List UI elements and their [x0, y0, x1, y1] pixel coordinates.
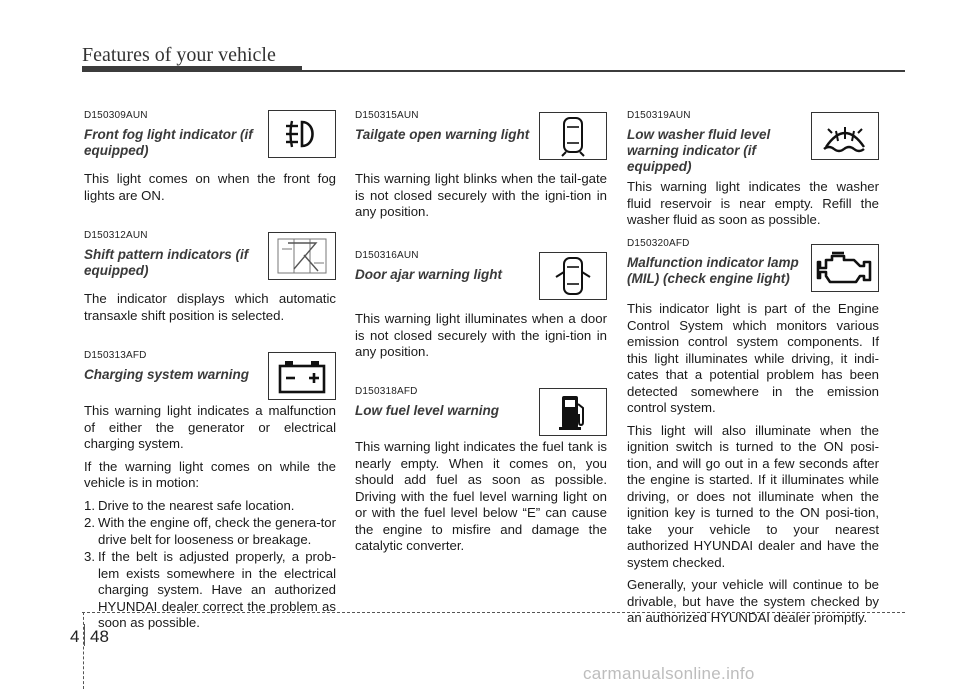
section-body — [84, 171, 336, 204]
section-code: D150312AUN — [84, 230, 148, 241]
washer-fluid-icon — [811, 112, 879, 160]
section-check-engine — [627, 238, 879, 633]
chapter-number: 4 — [70, 627, 80, 646]
section-washer-fluid — [627, 110, 879, 235]
section-title: Shift pattern indicators (if equipped) — [84, 247, 249, 278]
section-body — [627, 179, 879, 229]
section-code: D150320AFD — [627, 238, 690, 249]
front-fog-light-icon — [268, 110, 336, 158]
page-header-title: Features of your vehicle — [82, 44, 276, 66]
battery-icon — [268, 352, 336, 400]
section-title: Charging system warning — [84, 367, 250, 382]
page-number: 48 — [90, 627, 109, 646]
body-paragraph: Generally, your vehicle will continue to be drivable, but have the system checked by an authorized HYUNDAI dealer promptly. — [627, 577, 879, 625]
watermark-text: carmanualsonline.info — [583, 664, 755, 683]
list-text: If the belt is adjusted properly, a prob-lem exists somewhere in the electrical charging system. Have an authorized HYUNDAI dealer correct the problem as soon as possible. — [98, 549, 336, 630]
section-title: Low washer fluid level warning indicator (if equipped) — [627, 127, 771, 174]
header-rule — [302, 70, 905, 72]
section-code: D150313AFD — [84, 350, 147, 361]
body-paragraph: This light comes on when the front fog lights are ON. — [84, 171, 336, 203]
section-tailgate — [355, 110, 607, 227]
body-paragraph: This indicator light is part of the Engine Control System which monitors various emission control system components. If this light illuminates while driving, it indi-cates that a potential problem has been detected somewhere in the emission control system. — [627, 301, 879, 415]
section-body — [355, 439, 607, 555]
section-title: Front fog light indicator (if equipped) — [84, 127, 253, 158]
section-charging-system — [84, 350, 336, 633]
section-title: Tailgate open warning light — [355, 127, 530, 142]
footer-rule — [82, 612, 905, 613]
section-body — [84, 291, 336, 324]
tailgate-open-icon — [539, 112, 607, 160]
list-number: 2. — [84, 515, 95, 530]
section-body — [355, 171, 607, 221]
list-number: 3. — [84, 549, 95, 564]
section-title: Low fuel level warning — [355, 403, 500, 418]
section-body — [627, 301, 879, 627]
fuel-pump-icon — [539, 388, 607, 436]
section-door-ajar — [355, 250, 607, 367]
body-paragraph: This warning light blinks when the tail-gate is not closed securely with the igni-tion in any position. — [355, 171, 607, 219]
section-body — [355, 311, 607, 361]
section-code: D150319AUN — [627, 110, 691, 121]
section-low-fuel — [355, 386, 607, 561]
list-text: With the engine off, check the genera-tor drive belt for looseness or breakage. — [98, 515, 337, 547]
check-engine-icon — [811, 244, 879, 292]
list-item — [84, 498, 336, 515]
list-text: Drive to the nearest safe location. — [98, 497, 295, 513]
body-paragraph: If the warning light comes on while the vehicle is in motion: — [84, 458, 336, 490]
section-body — [84, 403, 336, 632]
list-number: 1. — [84, 497, 95, 513]
body-paragraph: This warning light indicates the washer fluid reservoir is near empty. Refill the washer fluid as soon as possible. — [627, 179, 879, 227]
section-code: D150316AUN — [355, 250, 419, 261]
section-code: D150318AFD — [355, 386, 418, 397]
section-shift-pattern — [84, 230, 336, 330]
body-paragraph: This warning light illuminates when a door is not closed securely with the igni-tion in any position. — [355, 311, 607, 359]
shift-pattern-icon — [268, 232, 336, 280]
page-number-separator — [84, 624, 85, 646]
body-paragraph: The indicator displays which automatic transaxle shift position is selected. — [84, 291, 336, 323]
section-code: D150309AUN — [84, 110, 148, 121]
section-title: Malfunction indicator lamp (MIL) (check engine light) — [627, 255, 799, 286]
body-paragraph: This warning light indicates a malfunction of either the generator or electrical charging system. — [84, 403, 336, 451]
list-item — [84, 515, 336, 548]
body-paragraph: This warning light indicates the fuel tank is nearly empty. When it comes on, you should add fuel as soon as possible. Driving with the fuel level warning light on or with the fuel level below “E” can cause the engine to misfire and damage the catalytic converter. — [355, 439, 607, 553]
list-item — [84, 549, 336, 632]
section-front-fog — [84, 110, 336, 210]
door-ajar-icon — [539, 252, 607, 300]
body-paragraph: This light will also illuminate when the ignition switch is turned to the ON posi-tion, and will go out in a few seconds after the engine is started. If it illuminates while driving, or does not illuminate when the ignition key is turned to the ON posi-tion, take your vehicle to your nearest authorized HYUNDAI dealer and have the system checked. — [627, 422, 879, 570]
header-bar — [82, 66, 302, 72]
section-title: Door ajar warning light — [355, 267, 503, 282]
section-code: D150315AUN — [355, 110, 419, 121]
